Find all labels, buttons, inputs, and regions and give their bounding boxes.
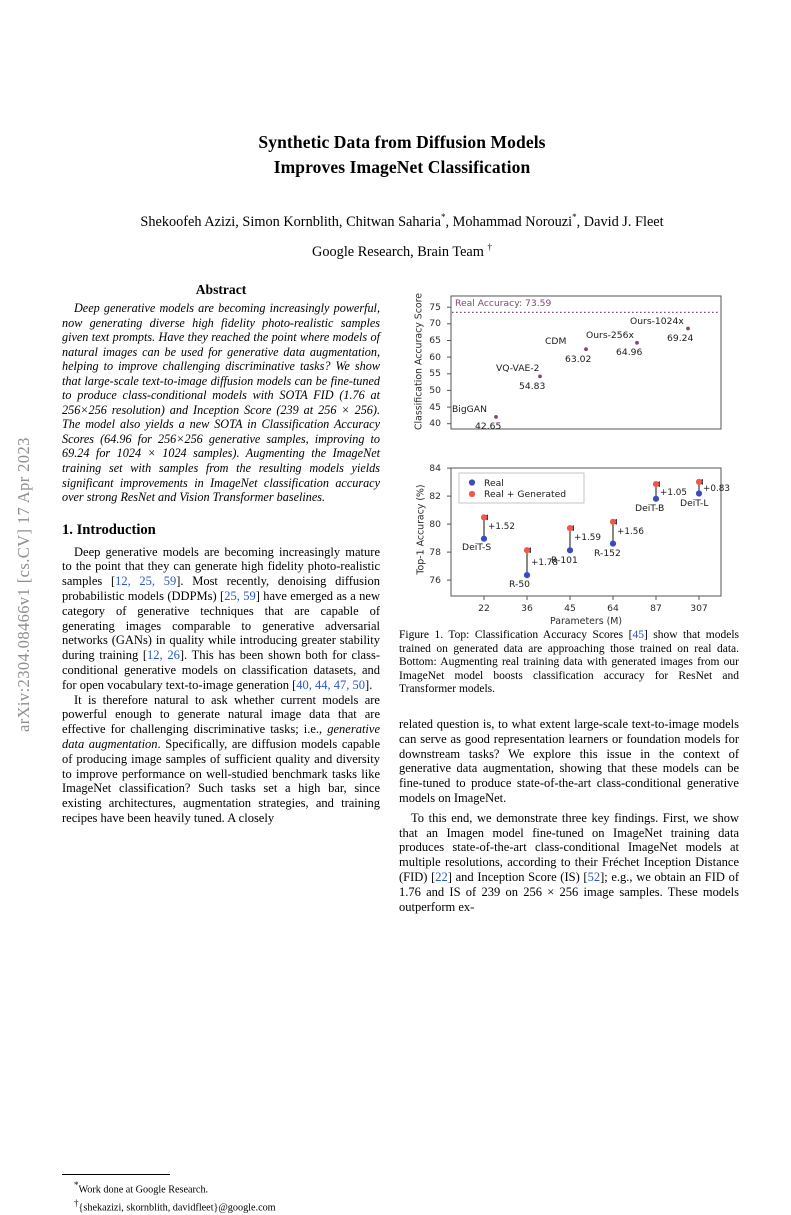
delta-label-deit-l: +0.83 [703, 484, 730, 494]
point-value-vqvae2: 54.83 [519, 380, 546, 392]
footnote-dagger-mark: † [74, 1197, 79, 1208]
chart-bottom-x-ticks [484, 596, 699, 600]
real-accuracy-reference-label: Real Accuracy: 73.59 [455, 298, 552, 309]
intro-p1-e: ]. [365, 677, 373, 692]
author-affil-mark-star-1: * [440, 212, 446, 222]
arxiv-identifier-stamp: arXiv:2304.08466v1 [cs.CV] 17 Apr 2023 [14, 437, 33, 732]
citation-ref[interactable]: 52 [587, 869, 601, 884]
delta-label-deit-b: +1.05 [660, 488, 687, 498]
data-point-ours-1024x[interactable] [686, 327, 690, 331]
intro-p1-b: ]. Most recently, denoising diffusion probabilistic models (DDPMs) [ [62, 574, 381, 604]
data-point-deit-l-generated[interactable] [696, 479, 702, 485]
chart-bottom-x-axis-title: Parameters (M) [549, 616, 623, 627]
citation-ref[interactable]: 12, 26 [147, 648, 180, 663]
delta-label-r-101: +1.59 [574, 533, 601, 543]
model-label-deit-b: DeiT-B [635, 502, 665, 514]
intro-paragraph-2 [62, 693, 380, 826]
footnote-line-1-text: Work done at Google Research. [78, 1184, 209, 1196]
intro-p1-c: ] have emerged as a new category of generative techniques that are capable of generating images comparable to generative adversarial networks (GANs) in quality while introducing greater stability during training [ [62, 589, 380, 663]
chart-top-ytick-70: 70 [429, 318, 441, 330]
chart-bottom-xtick-87: 87 [650, 603, 662, 614]
data-point-r-101-generated[interactable] [567, 525, 573, 531]
figure-caption [399, 629, 739, 697]
affiliation-dagger-mark: † [487, 241, 492, 252]
title-line-2: Improves ImageNet Classification [273, 157, 531, 177]
citation-ref[interactable]: 12, 25, 59 [115, 574, 177, 589]
author-affil-mark-star-2: * [572, 212, 577, 222]
intro-p2-a: It is therefore natural to ask whether current models are powerful enough to generate natural image data that are effective for challenging discriminative tasks; i.e., [62, 692, 380, 737]
author-names-part2: , Mohammad Norouzi [445, 213, 573, 230]
data-point-deit-b-real[interactable] [653, 496, 659, 502]
footnote-line-2 [62, 1197, 380, 1215]
chart-top-ytick-55: 55 [429, 368, 441, 380]
chart-top-ytick-75: 75 [429, 301, 441, 313]
paper-page [62, 0, 742, 1214]
intro-paragraph-4 [399, 811, 739, 915]
chart-bottom-xtick-36: 36 [521, 603, 533, 614]
figure-caption-text [399, 629, 739, 697]
intro-paragraph-3: related question is, to what extent large-scale text-to-image models can serve as good representation learners or foundation models for downstream tasks? We explore this issue in the context of generative data augmentation, showing that these models can be fine-tuned to produce state-of-the-art class-conditional generative models on ImageNet. [399, 717, 739, 805]
data-point-r-152-real[interactable] [610, 541, 616, 547]
point-label-ours-1024x: Ours-1024x [630, 315, 684, 327]
intro-paragraph-1 [62, 545, 380, 693]
point-label-biggan: BigGAN [452, 404, 487, 415]
author-names-part3: , David J. Fleet [576, 213, 664, 230]
chart-bottom-xtick-45: 45 [564, 603, 576, 614]
caption-part-b: ] show that models trained on generated data are approaching those trained on real data. Bottom: Augmenting real training data with generated images from our ImageNet model boosts classification accuracy for ResNet and Transformer models. [399, 629, 739, 696]
chart-bottom-ytick-84: 84 [429, 462, 441, 474]
chart-bottom-xtick-22: 22 [478, 603, 490, 614]
legend-label-real: Real [484, 477, 504, 489]
model-label-r-101: R-101 [551, 554, 578, 566]
caption-part-a: Figure 1. Top: Classification Accuracy Scores [ [399, 629, 633, 641]
point-label-cdm: CDM [545, 336, 567, 347]
chart-bottom-y-ticks [447, 468, 451, 580]
data-point-r-101-real[interactable] [567, 547, 573, 553]
top1-accuracy-chart [399, 462, 739, 637]
delta-label-deit-s: +1.52 [488, 522, 515, 532]
chart-top-svg [399, 290, 739, 452]
model-label-deit-s: DeiT-S [462, 542, 492, 553]
model-label-deit-l: DeiT-L [680, 497, 709, 509]
affiliation-text: Google Research, Brain Team [312, 243, 488, 260]
chart-bottom-ytick-80: 80 [429, 518, 441, 530]
chart-top-ytick-50: 50 [429, 384, 441, 396]
model-label-r-50: R-50 [509, 579, 531, 590]
abstract-text: Deep generative models are becoming increasingly powerful, now generating diverse high fidelity photo-realistic samples given text prompts. Have they reached the point where models of natural images can be used for generative data augmentation, helping to improve challenging discriminative tasks? We show that large-scale text-to-image diffusion models can be fine-tuned to produce class-conditional models with SOTA FID (1.76 at 256×256 resolution) and Inception Score (239 at 256 × 256). The model also yields a new SOTA in Classification Accuracy Scores (64.96 for 256×256 generative samples, improving to 69.24 for 1024 × 1024 samples). Augmenting the ImageNet training set with samples from the resulting models yields significant improvements in ImageNet classification accuracy over strong ResNet and Vision Transformer baselines. [62, 301, 380, 505]
chart-top-y-ticks [447, 307, 451, 424]
data-point-ours-256x[interactable] [635, 341, 639, 345]
chart-bottom-y-axis-title: Top-1 Accuracy (%) [415, 484, 427, 575]
intro-p1-d: ]. This has been shown both for class-conditional generative models on classification datasets, and for open vocabulary text-to-image generation [ [62, 648, 381, 692]
data-point-deit-s-generated[interactable] [481, 514, 487, 520]
footnote-star-mark: * [74, 1180, 79, 1190]
abstract-heading: Abstract [195, 282, 247, 297]
point-label-vqvae2: VQ-VAE-2 [496, 363, 540, 374]
introduction-heading: 1. Introduction [62, 521, 156, 538]
data-point-deit-l-real[interactable] [696, 490, 702, 496]
data-point-r-50-generated[interactable] [524, 547, 530, 553]
classification-accuracy-score-chart [399, 290, 739, 452]
intro-p2-b: . Specifically, are diffusion models capable of producing image samples of sufficient quality and diversity to improve performance on well-studied benchmark tasks like ImageNet classification? Such tasks set a high bar, since existing architectures, augmentation strategies, and training recipes have been heavily tuned. A closely [62, 737, 380, 825]
intro-p2-italic: generative data augmentation [62, 722, 380, 752]
chart-top-ytick-65: 65 [429, 335, 441, 346]
data-point-vqvae2[interactable] [538, 375, 542, 379]
data-point-cdm[interactable] [584, 347, 588, 351]
footnote-line-2-text: {shekazizi, skornblith, davidfleet}@google.com [78, 1202, 276, 1214]
point-value-biggan: 42.65 [475, 421, 502, 432]
intro-p4-c: ]; e.g., we obtain an FID of 1.76 and IS of 239 on 256 × 256 image samples. These models outperform ex- [399, 869, 740, 914]
delta-label-r-50: +1.78 [531, 558, 558, 568]
chart-bottom-xtick-64: 64 [607, 603, 619, 614]
data-point-deit-b-generated[interactable] [653, 481, 659, 487]
point-label-ours-256x: Ours-256x [586, 329, 634, 341]
footnote-rule [62, 1174, 170, 1175]
figure-1 [399, 0, 739, 637]
chart-bottom-ytick-78: 78 [429, 546, 441, 558]
footnote-line-1 [62, 1179, 380, 1197]
chart-top-ytick-40: 40 [429, 418, 441, 430]
model-label-r-152: R-152 [594, 547, 621, 559]
intro-p4-a: To this end, we demonstrate three key findings. First, we show that an Imagen model fine-tuned on ImageNet training data produces state-of-the-art class-conditional ImageNet models at multiple resolutions, according to their Fréchet Inception Distance (FID) [ [399, 810, 739, 884]
point-value-ours-256x: 64.96 [616, 347, 643, 358]
data-point-biggan[interactable] [494, 415, 498, 419]
chart-top-ytick-60: 60 [429, 351, 441, 363]
point-value-cdm: 63.02 [565, 353, 592, 365]
chart-top-ytick-45: 45 [429, 401, 441, 413]
legend-label-real-plus-generated: Real + Generated [484, 489, 567, 500]
delta-label-r-152: +1.56 [617, 526, 644, 537]
chart-top-y-axis-title: Classification Accuracy Score [413, 292, 425, 431]
legend-swatch-real [469, 479, 475, 485]
right-column-body [399, 717, 739, 914]
footnote-block [62, 1174, 380, 1215]
citation-ref[interactable]: 25, 59 [224, 589, 256, 604]
data-point-r-152-generated[interactable] [610, 519, 616, 525]
title-line-1: Synthetic Data from Diffusion Models [258, 132, 546, 152]
intro-p1-a: Deep generative models are becoming increasingly mature to the point that they can generate high fidelity photo-realistic samples [ [62, 544, 380, 589]
citation-ref[interactable]: 45 [632, 629, 644, 641]
intro-p4-b: ] and Inception Score (IS) [ [447, 869, 588, 884]
data-point-r-50-real[interactable] [524, 572, 530, 578]
chart-bottom-ytick-76: 76 [429, 574, 441, 586]
chart-bottom-xtick-307: 307 [690, 603, 708, 614]
data-point-deit-s-real[interactable] [481, 536, 487, 542]
legend-swatch-real-plus-generated [469, 491, 475, 497]
author-names-part1: Shekoofeh Azizi, Simon Kornblith, Chitwan Saharia [140, 213, 441, 230]
left-column [62, 282, 381, 1214]
citation-ref[interactable]: 22 [435, 869, 448, 884]
point-value-ours-1024x: 69.24 [667, 332, 694, 344]
citation-ref[interactable]: 40, 44, 47, 50 [296, 677, 366, 692]
chart-bottom-ytick-82: 82 [429, 490, 441, 502]
